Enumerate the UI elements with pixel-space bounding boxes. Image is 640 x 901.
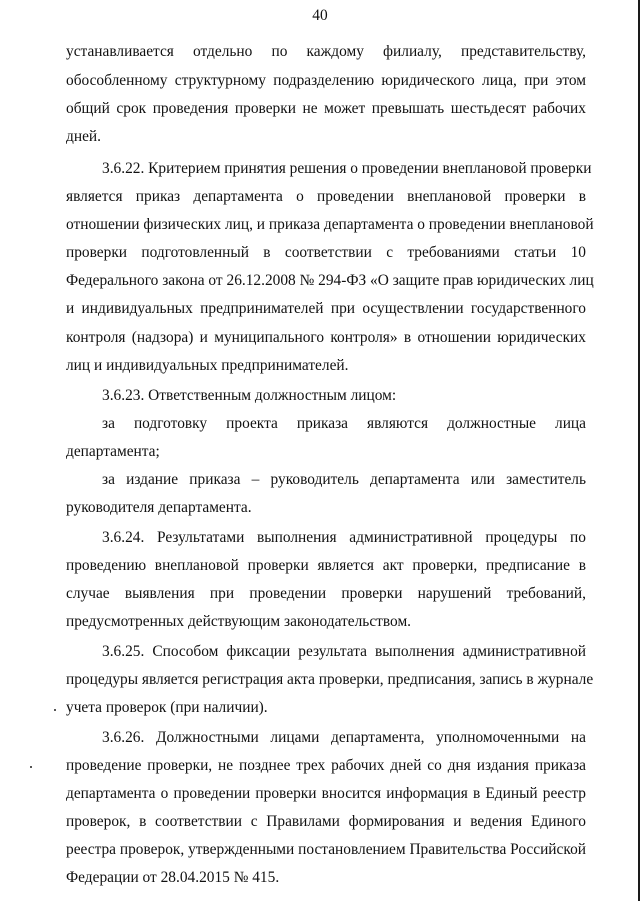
text-line: и индивидуальных предпринимателей при осуществлении государственного — [66, 300, 586, 317]
text-line: департамента; — [66, 443, 160, 460]
text-line: проверок, в соответствии с Правилами формирования и ведения Единого — [66, 813, 586, 830]
text-line: контроля (надзора) и муниципального контроля» в отношении юридических — [66, 329, 586, 346]
text-line: случае выявления при проведении проверки нарушений требований, — [66, 585, 586, 602]
text-line: общий срок проведения проверки не может превышать шестьдесят рабочих — [66, 100, 586, 117]
text-line: обособленному структурному подразделению юридического лица, при этом — [66, 72, 586, 89]
text-line: проверки подготовленный в соответствии с требованиями статьи 10 — [66, 244, 586, 261]
text-line: руководителя департамента. — [66, 499, 252, 516]
text-line: устанавливается отдельно по каждому филиалу, представительству, — [66, 43, 586, 60]
text-line: Федерального закона от 26.12.2008 № 294-ФЗ «О защите прав юридических лиц — [66, 272, 594, 289]
scan-speck — [30, 766, 32, 768]
scan-speck — [54, 709, 56, 711]
text-line: является приказ департамента о проведении внеплановой проверки в — [66, 188, 586, 205]
paragraph-3-6-22-first-line: 3.6.22. Критерием принятия решения о проведении внеплановой проверки — [102, 160, 592, 177]
paragraph-3-6-26-first-line: 3.6.26. Должностными лицами департамента, уполномоченными на — [102, 729, 586, 746]
text-line: за издание приказа – руководитель департамента или заместитель — [102, 471, 586, 488]
paragraph-3-6-23-first-line: 3.6.23. Ответственным должностным лицом: — [102, 387, 397, 404]
text-line: предусмотренных действующим законодательством. — [66, 613, 412, 630]
text-line: реестра проверок, утвержденными постановлением Правительства Российской — [66, 841, 586, 858]
text-line: Федерации от 28.04.2015 № 415. — [66, 869, 280, 886]
text-line: проведение проверки, не позднее трех рабочих дней со дня издания приказа — [66, 757, 586, 774]
page-number: 40 — [312, 7, 328, 24]
text-line: департамента о проведении проверки вносится информация в Единый реестр — [66, 785, 586, 802]
paragraph-3-6-24-first-line: 3.6.24. Результатами выполнения административной процедуры по — [102, 529, 586, 546]
text-line: учета проверок (при наличии). — [66, 699, 268, 716]
text-line: отношении физических лиц, и приказа департамента о проведении внеплановой — [66, 216, 594, 233]
text-line: лиц и индивидуальных предпринимателей. — [66, 357, 349, 374]
text-line: дней. — [66, 128, 101, 145]
paragraph-3-6-25-first-line: 3.6.25. Способом фиксации результата выполнения административной — [102, 643, 586, 660]
text-line: процедуры является регистрация акта проверки, предписания, запись в журнале — [66, 671, 594, 688]
text-line: за подготовку проекта приказа являются должностные лица — [102, 415, 586, 432]
text-line: проведению внеплановой проверки является акт проверки, предписание в — [66, 557, 586, 574]
